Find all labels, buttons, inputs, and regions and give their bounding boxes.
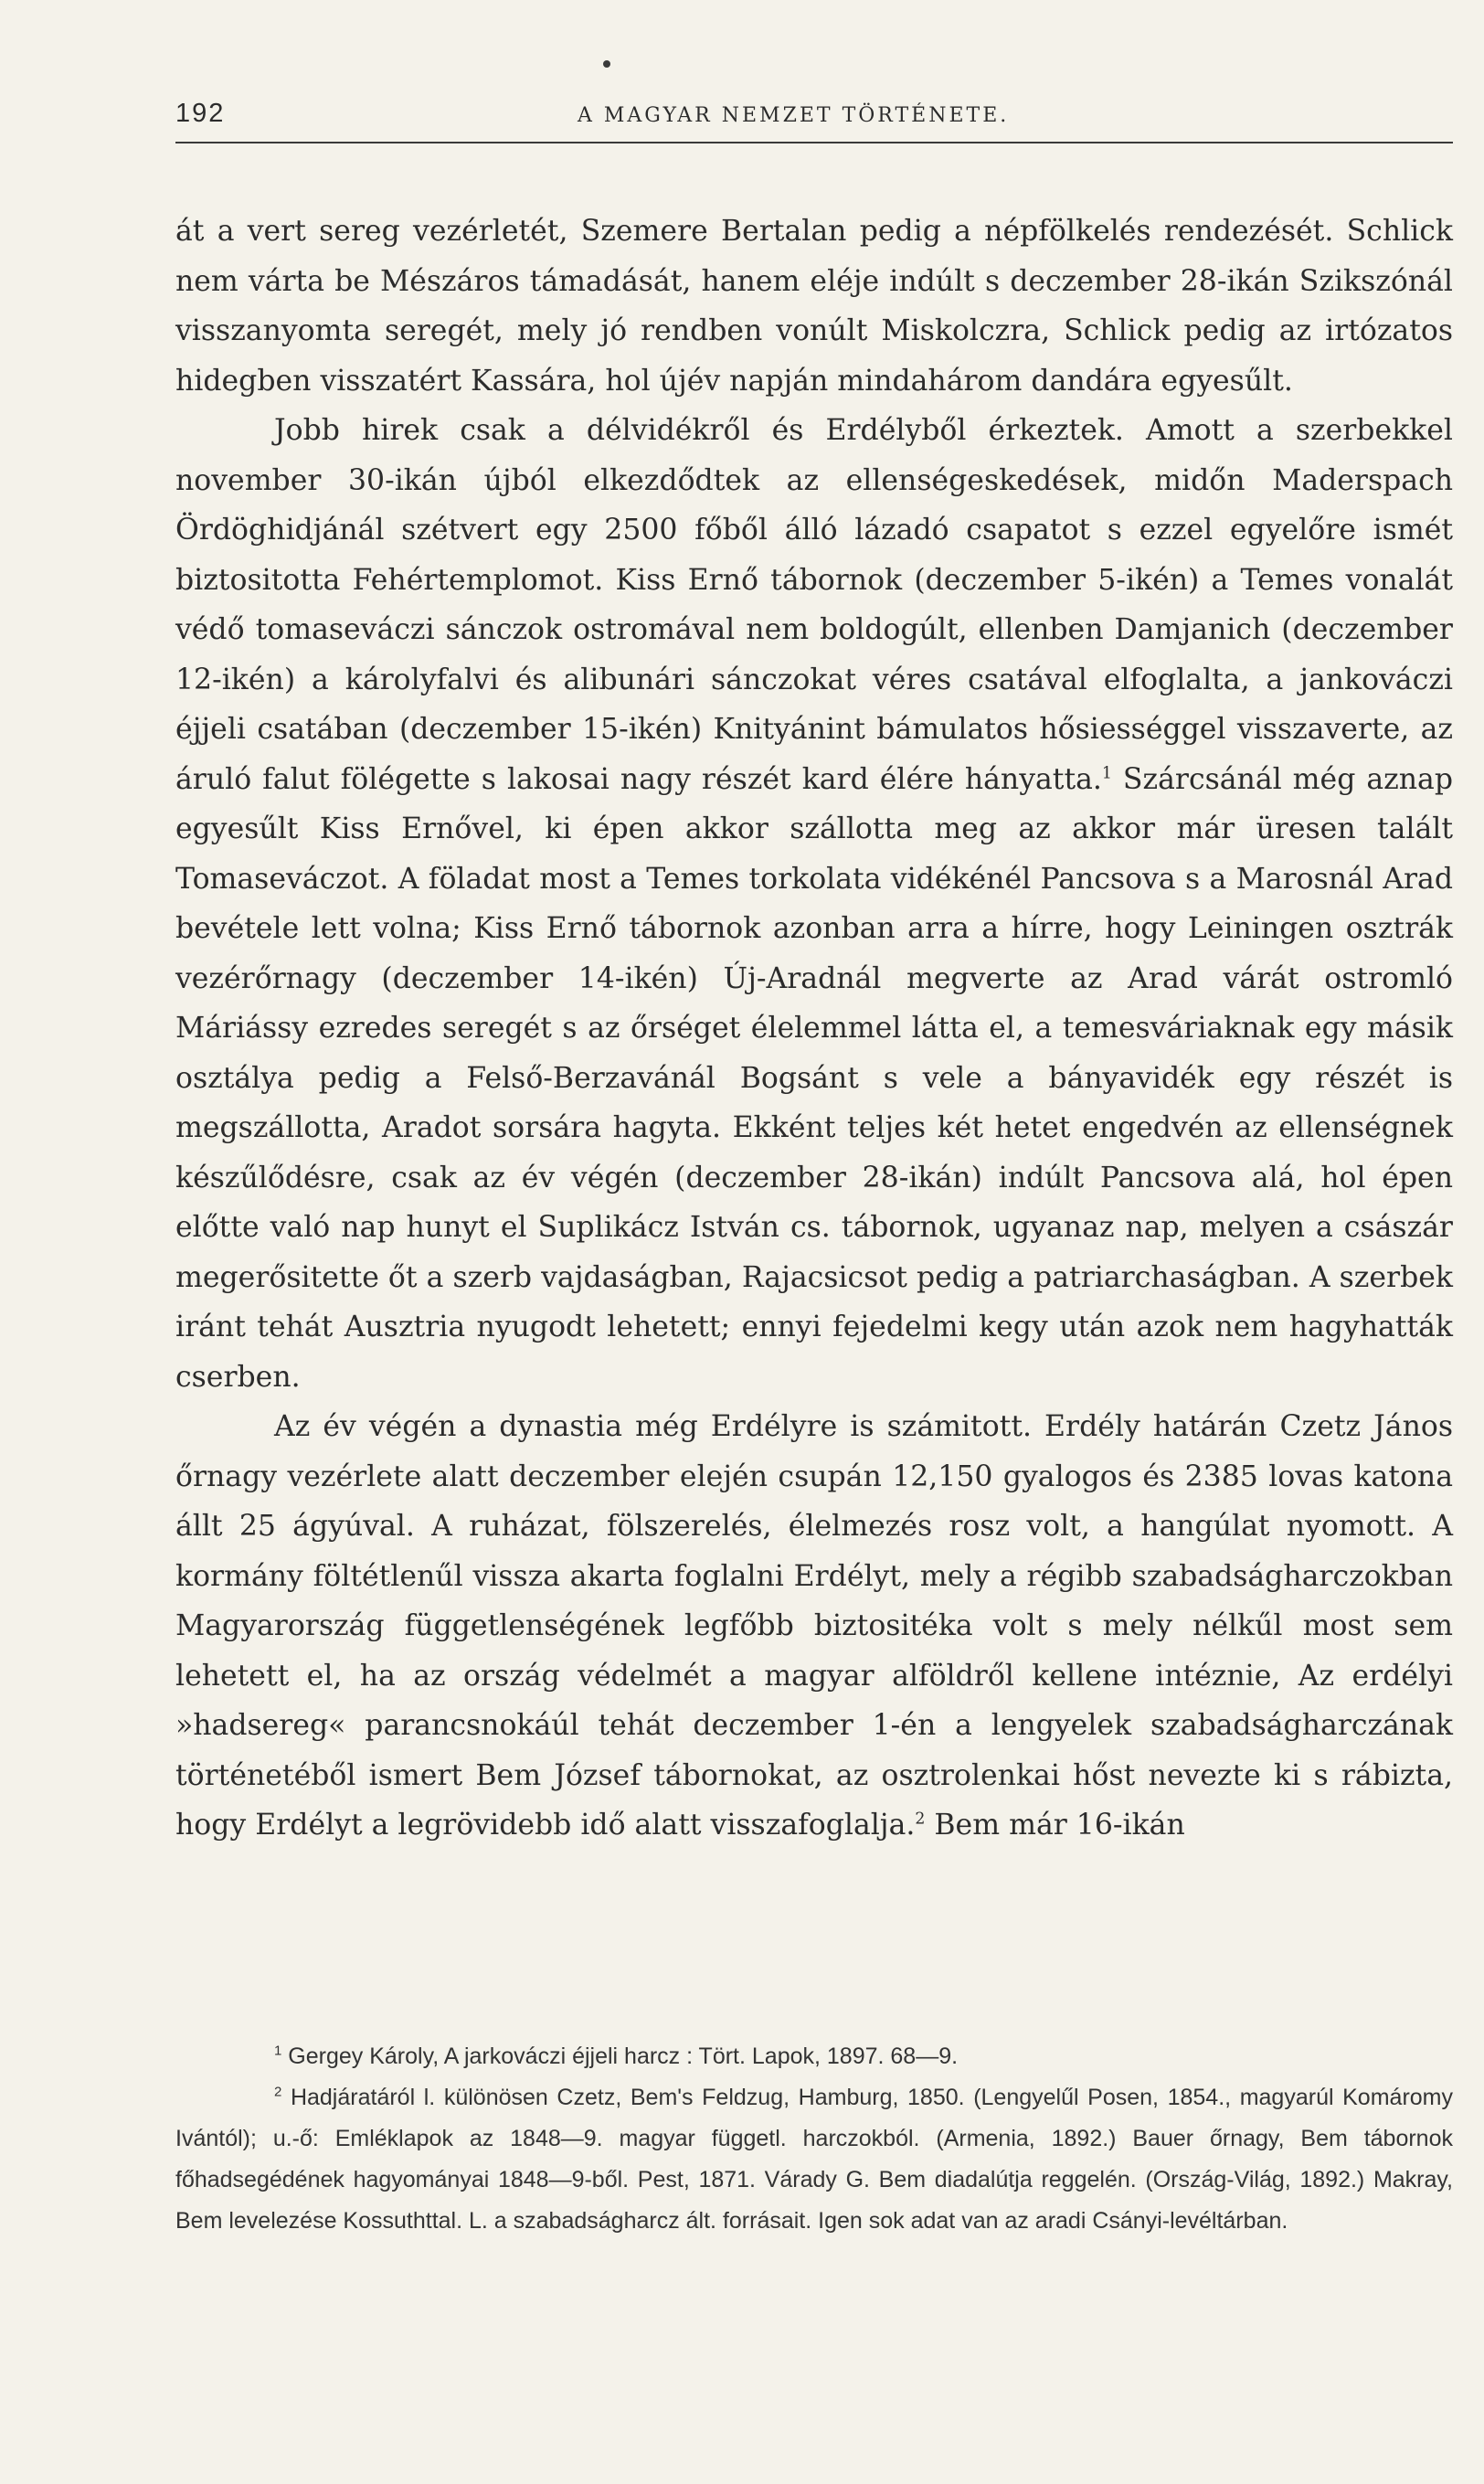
footnote-ref-1: 1 [1101,764,1112,782]
footnote-marker: 2 [274,2084,282,2100]
footnote-marker: 1 [274,2043,282,2059]
paragraph-2 [175,406,1453,1402]
running-title: A MAGYAR NEMZET TÖRTÉNETE. [578,104,1010,127]
paragraph-3-part-a: Az év végén a dynastia még Erdélyre is számitott. Erdély határán Czetz János őrnagy vezérlete alatt deczember elején csupán 12,150 gyalogos és 2385 lovas katona állt 25 ágyúval. A ruházat, fölszerelés, élelmezés rosz volt, a hangúlat nyomott. A kormány föltétlenűl vissza akarta foglalni Erdélyt, mely a régibb szabadságharczokban Magyarország függetlenségének legfőbb biztositéka volt s mely nélkűl most sem lehetett el, ha az ország védelmét a magyar alföldről kellene intéznie, Az erdélyi »hadsereg« parancsnokáúl tehát deczember 1-én a lengyelek szabadságharczának történetéből ismert Bem József tábornokat, az osztrolenkai hőst nevezte ki s rábizta, hogy Erdélyt a legrövidebb idő alatt visszafoglalja. [175,1410,1453,1842]
paragraph-2-part-a: Jobb hirek csak a délvidékről és Erdélyből érkeztek. Amott a szerbekkel november 30-ikán újból elkezdődtek az ellenségeskedések, midőn Maderspach Ördöghidjánál szétvert egy 2500 főből álló lázadó csapatot s ezzel egyelőre ismét biztositotta Fehértemplomot. Kiss Ernő tábornok (deczember 5-ikén) a Temes vonalát védő tomaseváczi sánczok ostromával nem boldogúlt, ellenben Damjanich (deczember 12-ikén) a károlyfalvi és alibunári sánczokat véres csatával elfoglalta, a jankováczi éjjeli csatában (deczember 15-ikén) Knityánint bámulatos hősiességgel visszaverte, az áruló falut fölégette s lakosai nagy részét kard élére hányatta. [175,414,1453,796]
footnote-2 [175,2077,1453,2242]
header-rule [175,142,1453,143]
footnote-ref-2: 2 [915,1810,926,1829]
footnote-1 [175,2036,1453,2077]
paragraph-2-part-b: Szárcsánál még aznap egyesűlt Kiss Ernővel, ki épen akkor szállotta meg az akkor már üresen talált Tomaseváczot. A föladat most a Temes torkolata vidékénél Pancsova s a Marosnál Arad bevétele lett volna; Kiss Ernő tábornok azonban arra a hírre, hogy Leiningen osztrák vezérőrnagy (deczember 14-ikén) Új-Aradnál megverte az Arad várát ostromló Máriássy ezredes seregét s az őrséget élelemmel látta el, a temesváriaknak egy másik osztálya pedig a Felső-Berzavánál Bogsánt s vele a bányavidék egy részét is megszállotta, Aradot sorsára hagyta. Ekként teljes két hetet engedvén az ellenségnek készűlődésre, csak az év végén (deczember 28-ikán) indúlt Pancsova alá, hol épen előtte való nap hunyt el Suplikácz István cs. tábornok, ugyanaz nap, melyen a császár megerősitette őt a szerb vajdaságban, Rajacsicsot pedig a patriarchaságban. A szerbek iránt tehát Ausztria nyugodt lehetett; ennyi fejedelmi kegy után azok nem hagyhatták cserben. [175,762,1453,1394]
page-header [175,99,1453,141]
footnote-text: Hadjáratáról l. különösen Czetz, Bem's Feldzug, Hamburg, 1850. (Lengyelűl Posen, 1854., magyarúl Komáromy Ivántól); u.-ő: Emléklapok az 1848—9. magyar függetl. harczokból. (Armenia, 1892.) Bauer őrnagy, Bem tábornok főhadsegédének hagyományai 1848—9-ből. Pest, 1871. Várady G. Bem diadalútja reggelén. (Ország-Világ, 1892.) Makray, Bem levelezése Kossuthttal. L. a szabadságharcz ált. forrásait. Igen sok adat van az aradi Csányi-levéltárban. [175,2085,1453,2234]
body-text [175,207,1453,1851]
footnote-text: Gergey Károly, A jarkováczi éjjeli harcz : Tört. Lapok, 1897. 68—9. [281,2043,959,2069]
page-number: 192 [175,99,226,128]
paragraph-1: át a vert sereg vezérletét, Szemere Bertalan pedig a népfölkelés rendezését. Schlick nem várta be Mészáros támadását, hanem eléje indúlt s deczember 28-ikán Szikszónál visszanyomta seregét, mely jó rendben vonúlt Miskolczra, Schlick pedig az irtózatos hidegben visszatért Kassára, hol újév napján mindahárom dandára egyesűlt. [175,215,1453,398]
paragraph-3-part-b: Bem már 16-ikán [925,1809,1185,1842]
ink-dot [603,60,610,68]
paragraph-3 [175,1402,1453,1851]
footnotes [175,2036,1453,2242]
